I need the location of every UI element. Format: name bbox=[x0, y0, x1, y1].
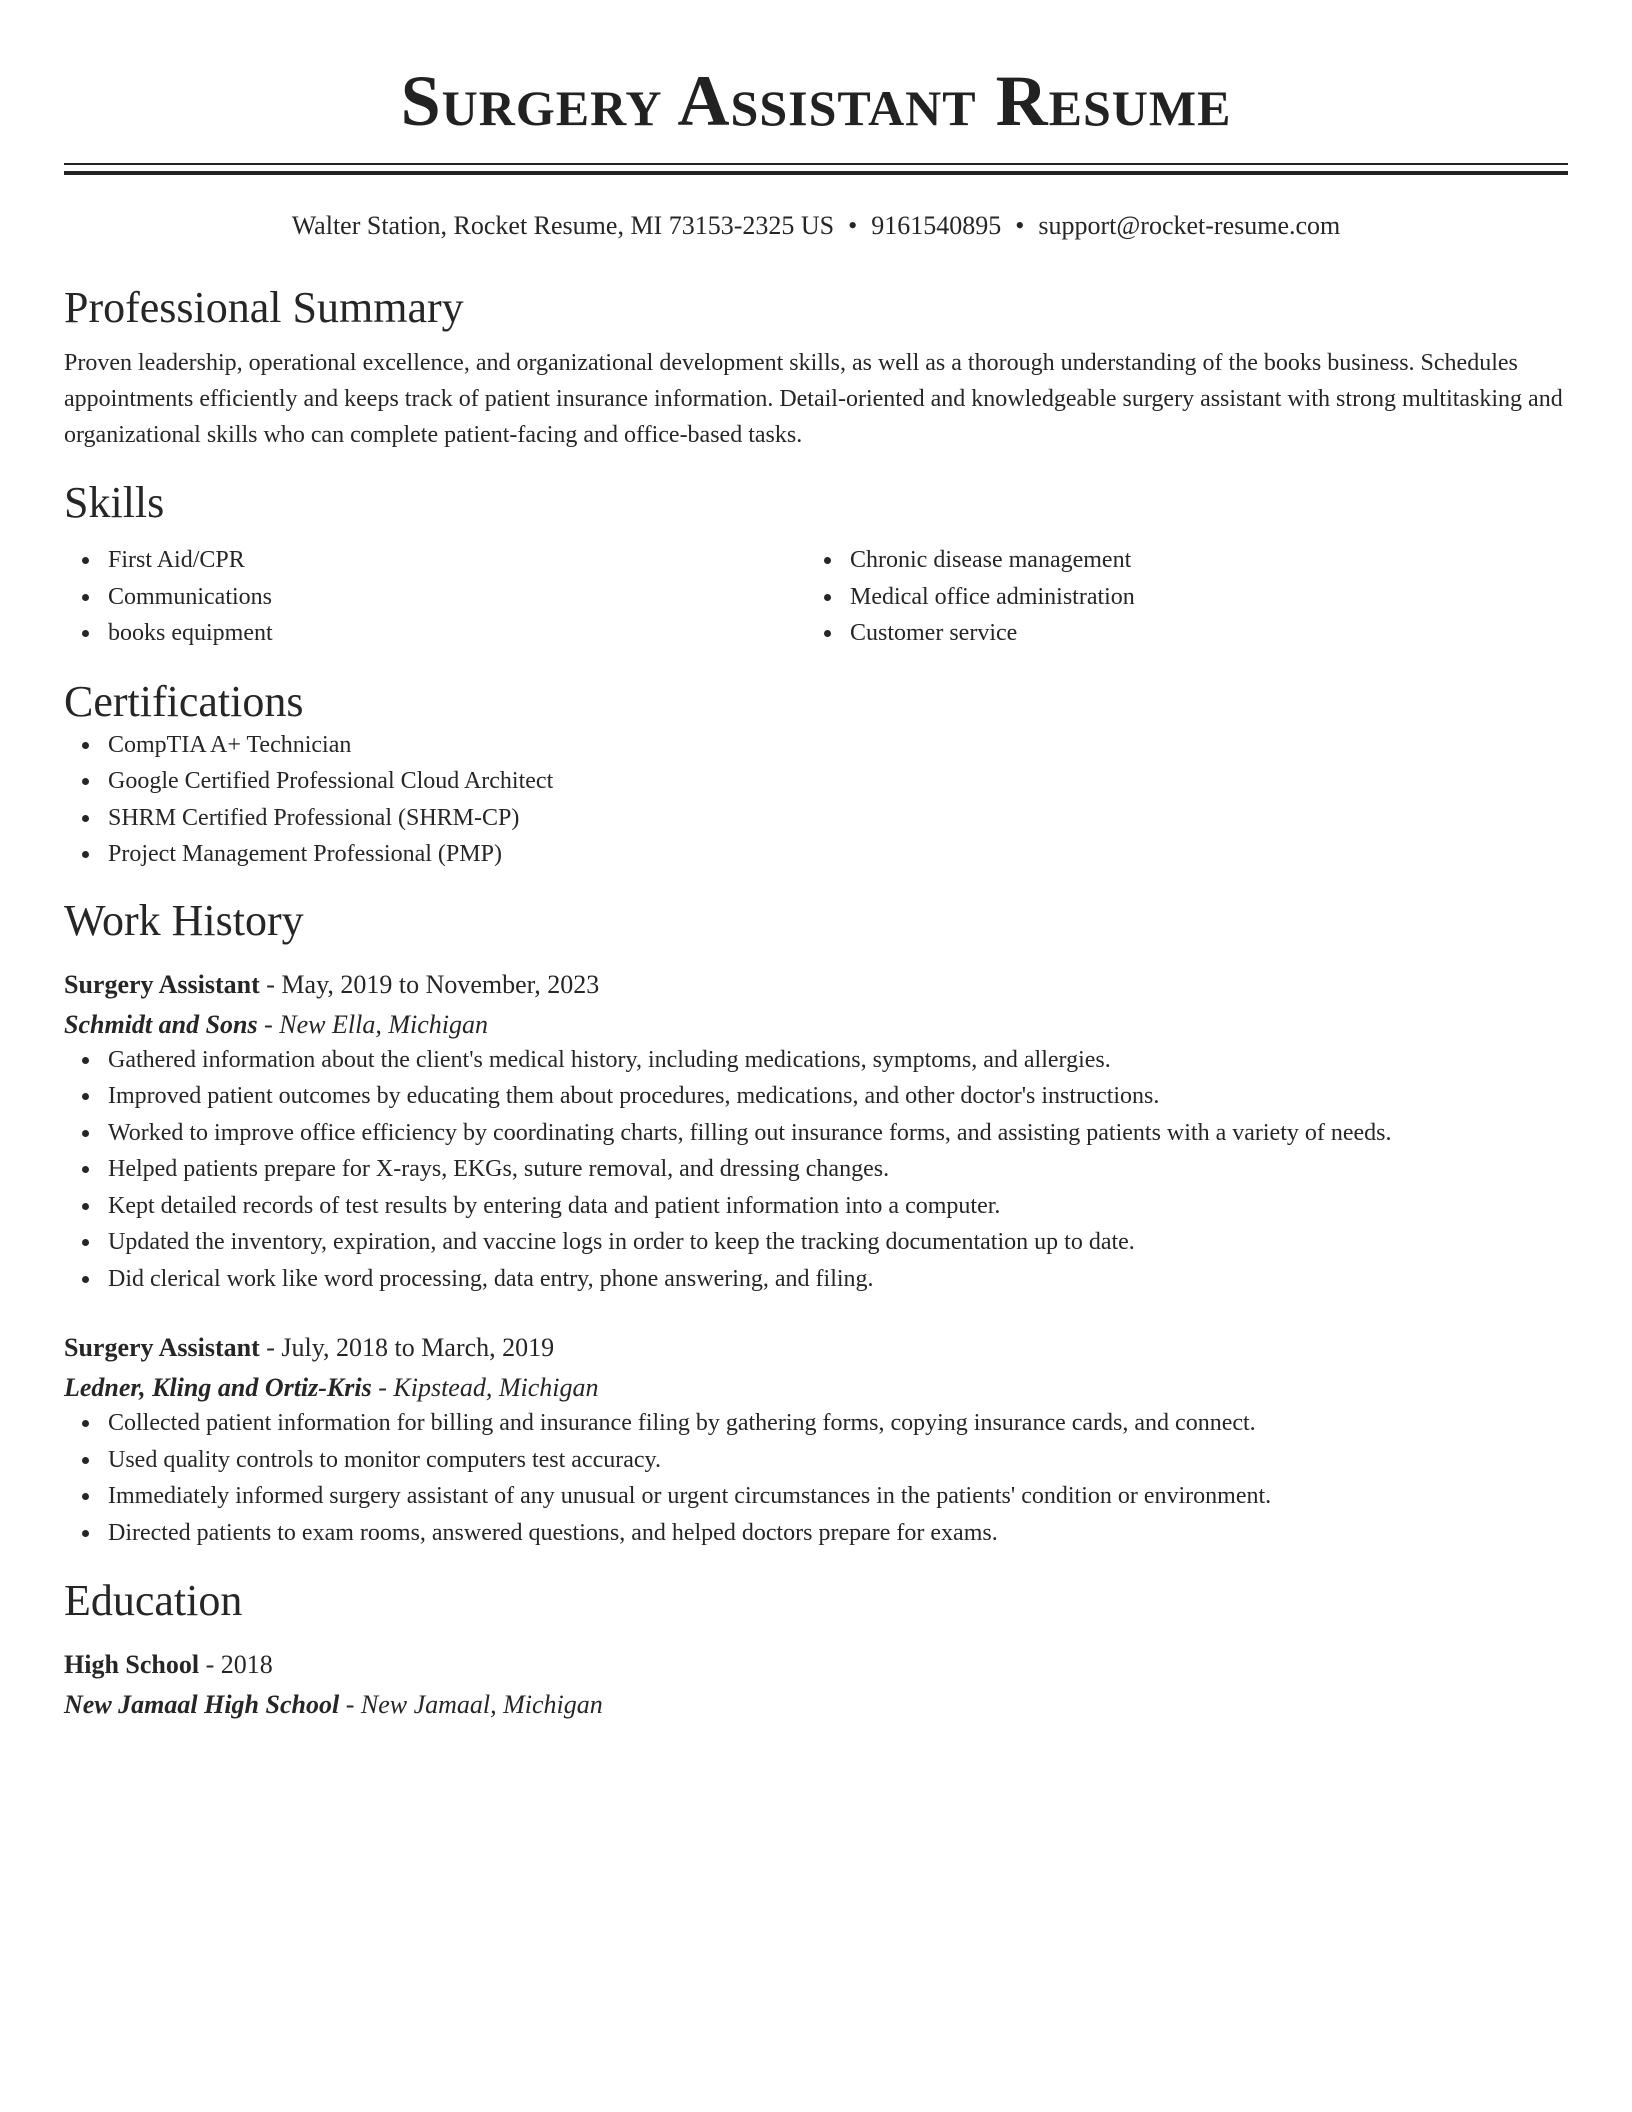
education-heading: Education bbox=[64, 1576, 243, 1625]
job-title-line bbox=[64, 1331, 1568, 1365]
job-company-line bbox=[64, 1008, 1568, 1042]
job-duty-item: Improved patient outcomes by educating them about procedures, medications, and other doctor's instructions. bbox=[64, 1078, 1568, 1115]
education-school-line bbox=[64, 1688, 1568, 1722]
summary-heading: Professional Summary bbox=[64, 283, 464, 332]
job-duty-item: Updated the inventory, expiration, and vaccine logs in order to keep the tracking documentation up to date. bbox=[64, 1224, 1568, 1261]
education-degree-line bbox=[64, 1648, 1568, 1682]
contact-separator: • bbox=[848, 211, 858, 240]
job-duty-item: Gathered information about the client's medical history, including medications, symptoms, and allergies. bbox=[64, 1042, 1568, 1079]
job-duty-item: Used quality controls to monitor computers test accuracy. bbox=[64, 1442, 1568, 1479]
title-divider-thin bbox=[64, 163, 1568, 165]
job-duties-list bbox=[64, 1042, 1568, 1298]
summary-text: Proven leadership, operational excellence, and organizational development skills, as well as a thorough understanding of the books business. Schedules appointments efficiently and keeps track of patient insurance information. Detail-oriented and knowledgeable surgery assistant with strong multitasking and organizational skills who can complete patient-facing and office-based tasks. bbox=[64, 350, 1563, 448]
job-company: Ledner, Kling and Ortiz-Kris bbox=[64, 1373, 372, 1402]
certifications-list bbox=[64, 727, 1568, 873]
job-dates: - July, 2018 to March, 2019 bbox=[259, 1333, 555, 1362]
job-location: - New Ella, Michigan bbox=[257, 1009, 488, 1039]
title-divider-thick bbox=[64, 171, 1568, 175]
skills-list-right bbox=[806, 542, 1548, 652]
education-entry bbox=[64, 1648, 1568, 1722]
job-role: Surgery Assistant bbox=[64, 969, 260, 999]
skill-item: Medical office administration bbox=[806, 579, 1548, 616]
certification-item: SHRM Certified Professional (SHRM-CP) bbox=[64, 800, 1568, 837]
education-school: New Jamaal High School bbox=[64, 1690, 340, 1719]
certification-item: CompTIA A+ Technician bbox=[64, 727, 1568, 764]
job-duties-list bbox=[64, 1405, 1568, 1551]
job-entry bbox=[64, 968, 1568, 1298]
education-location: - New Jamaal, Michigan bbox=[339, 1690, 603, 1719]
contact-email: support@rocket-resume.com bbox=[1038, 211, 1341, 240]
job-title-line bbox=[64, 968, 1568, 1002]
certification-item: Project Management Professional (PMP) bbox=[64, 836, 1568, 873]
job-role: Surgery Assistant bbox=[64, 1333, 260, 1362]
resume-title: Surgery Assistant Resume bbox=[400, 61, 1232, 141]
job-duty-item: Worked to improve office efficiency by coordinating charts, filling out insurance forms, and assisting patients with a variety of needs. bbox=[64, 1115, 1568, 1152]
certification-item: Google Certified Professional Cloud Architect bbox=[64, 763, 1568, 800]
contact-separator: • bbox=[1015, 211, 1025, 240]
job-duty-item: Did clerical work like word processing, data entry, phone answering, and filing. bbox=[64, 1261, 1568, 1298]
job-location: - Kipstead, Michigan bbox=[371, 1373, 599, 1402]
education-year: - 2018 bbox=[199, 1650, 273, 1679]
job-duty-item: Immediately informed surgery assistant of any unusual or urgent circumstances in the patients' condition or environment. bbox=[64, 1478, 1568, 1515]
job-entry bbox=[64, 1331, 1568, 1551]
job-duty-item: Directed patients to exam rooms, answered questions, and helped doctors prepare for exams. bbox=[64, 1515, 1568, 1552]
job-duty-item: Collected patient information for billing and insurance filing by gathering forms, copying insurance cards, and connect. bbox=[64, 1405, 1568, 1442]
job-company-line bbox=[64, 1371, 1568, 1405]
skills-grid bbox=[64, 542, 1568, 652]
skill-item: Chronic disease management bbox=[806, 542, 1548, 579]
job-dates: - May, 2019 to November, 2023 bbox=[259, 969, 600, 999]
certifications-heading: Certifications bbox=[64, 676, 304, 726]
education-degree: High School bbox=[64, 1650, 200, 1679]
skills-heading: Skills bbox=[64, 478, 165, 527]
skill-item: books equipment bbox=[64, 615, 806, 652]
contact-address: Walter Station, Rocket Resume, MI 73153-2325 US bbox=[291, 211, 835, 240]
job-company: Schmidt and Sons bbox=[64, 1009, 258, 1039]
contact-phone: 9161540895 bbox=[871, 211, 1002, 240]
contact-line bbox=[64, 209, 1568, 243]
skill-item: Customer service bbox=[806, 615, 1548, 652]
job-duty-item: Kept detailed records of test results by entering data and patient information into a computer. bbox=[64, 1188, 1568, 1225]
work-history-heading: Work History bbox=[64, 895, 304, 945]
job-duty-item: Helped patients prepare for X-rays, EKGs, suture removal, and dressing changes. bbox=[64, 1151, 1568, 1188]
skill-item: Communications bbox=[64, 579, 806, 616]
skills-list-left bbox=[64, 542, 806, 652]
skill-item: First Aid/CPR bbox=[64, 542, 806, 579]
